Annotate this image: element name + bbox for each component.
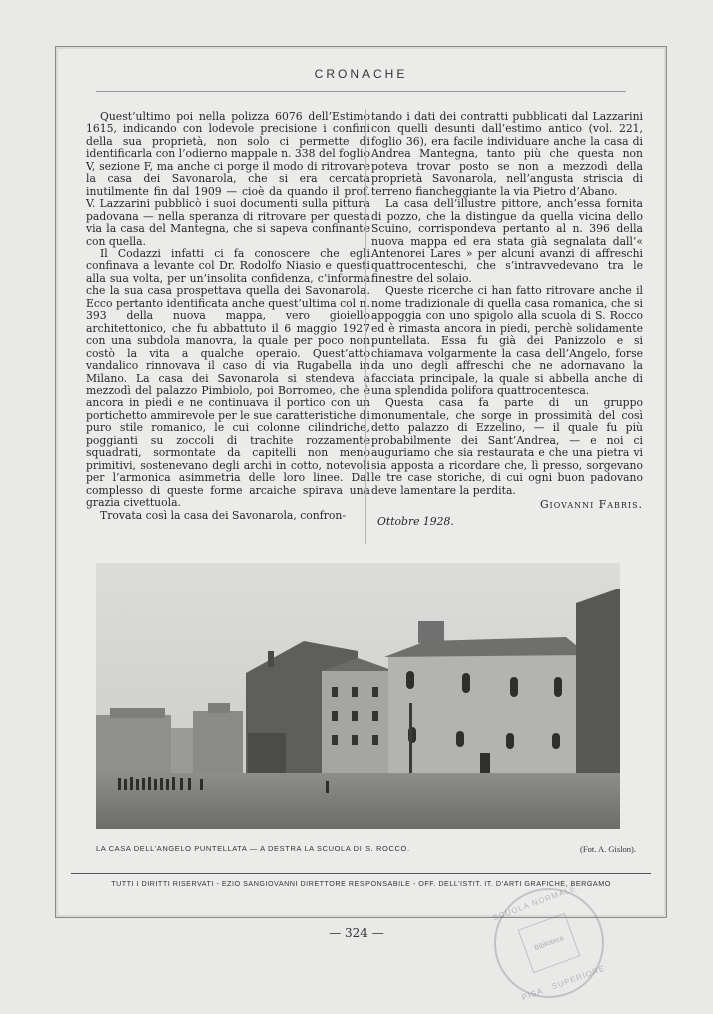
left-paragraph-1: Quest’ultimo poi nella polizza 6076 dell’Estimo 1615, indicando con lodevole precisione i confini della sua proprietà, non solo ci permette di identificarla con l’odierno mappale n. 338 del foglio V, sezione F, ma anche ci porge il modo di ritrovare la casa dei Savonarola, che si era cercata inutilmente fin dal 1909 — cioè da quando il prof. V. Lazzarini pubblicò i suoi documenti sulla pittura padovana — nella speranza di ritrovare per questa via la casa del Mantegna, che si sapeva confinante con quella. [86,110,370,248]
stamp-center: Biblioteca [518,913,581,973]
footer-rule [71,873,651,874]
photograph-casa-angelo [96,563,620,829]
stamp-text-bottom: PISA · SUPERIORE [520,963,607,1003]
left-paragraph-2: Il Codazzi infatti ci fa conoscere che egli confinava a levante col Dr. Rodolfo Niasio e questi alla sua volta, per un’insolita confidenza, c’informa che la sua casa prospettava quella dei Savonarola. Ecco pertanto identificata anche quest’ultima col n. 393 della nuova mappa, vero gioiello architettonico, che fu abbattuto il 6 maggio 1927 con una subdola manovra, la quale per poco non costò la vita a qualche operaio. Quest’atto vandalico rinnovava il caso di via Rugabella in Milano. La casa dei Savonarola si stendeva a mezzodì del palazzo Pimbiolo, poi Borromeo, che è ancora in piedi e ne continuava il portico con un portichetto ammirevole per le sue caratteristiche di puro stile romanico, le cui colonne cilindriche, poggianti su zoccoli di trachite rozzamente squadrati, sormontate da capitelli non meno primitivi, sostenevano degli archi in cotto, notevoli per l’armonica asimmetria delle loro linee. Dal complesso di queste forme arcaiche spirava una grazia civettuola. [86,246,370,510]
page-frame [55,46,667,918]
publisher-footer: TUTTI I DIRITTI RISERVATI - EZIO SANGIOVANNI DIRETTORE RESPONSABILE - OFF. DELL’ISTIT. IT. D’ARTI GRAFICHE, BERGAMO [111,879,611,888]
header-rule [96,91,626,92]
right-paragraph-2: La casa dell’illustre pittore, anch’essa fornita di pozzo, che la distingue da quella vicina dello Scuino, corrispondeva pertanto al n. 396 della nuova mappa ed era stata già segnalata dall’« Antenorei Lares » per alcuni avanzi di affreschi quattrocenteschi, che s’intravvedevano tra le finestre del solaio. [371,197,643,285]
photo-credit: (Fot. A. Gislon). [580,844,636,854]
photo-caption [96,844,636,853]
right-paragraph-4: Questa casa fa parte di un gruppo monumentale, che sorge in prossimità del così detto palazzo di Ezzelino, — il quale fu più probabilmente dei Sant’Andrea, — e noi ci auguriamo che sia restaurata e che una pietra vi sia apposta a ricordare che, lì presso, sorgevano le tre case storiche, di cui ogni buon padovano deve lamentare la perdita. [371,396,643,497]
right-column [371,111,643,528]
caption-text: LA CASA DELL’ANGELO PUNTELLATA — A DESTRA LA SCUOLA DI S. ROCCO. [96,844,410,853]
left-paragraph-3: Trovata così la casa dei Savonarola, confron- [100,508,346,522]
page-number: — 324 — [329,926,384,940]
left-column [86,111,370,522]
running-header: CRONACHE [314,67,408,81]
right-paragraph-1: tando i dati dei contratti pubblicati dal Lazzarini con quelli desunti dall’estimo antico (vol. 221, foglio 36), era facile individuare anche la casa di Andrea Mantegna, tanto più che questa non poteva trovar posto se non a mezzodì della proprietà Savonarola, nell’angusta striscia di terreno fiancheggiante la via Pietro d’Abano. [371,110,643,198]
right-paragraph-3: Queste ricerche ci han fatto ritrovare anche il nome tradizionale di quella casa romanica, che si appoggia con uno spigolo alla scuola di S. Rocco ed è rimasta ancora in piedi, perchè solidamente puntellata. Essa fu già dei Panizzolo e si chiamava volgarmente la casa dell’Angelo, forse da uno degli affreschi che ne adornavano la facciata principale, la quale si abbella anche di una splendida polifora quattrocentesca. [371,284,643,397]
stamp-text-top: SCUOLA NORMALE [491,883,578,923]
column-divider [365,109,366,544]
article-date: Ottobre 1928. [377,514,454,528]
photograph-illustration [96,563,620,829]
author-signature: Giovanni Fabris. [539,498,643,512]
